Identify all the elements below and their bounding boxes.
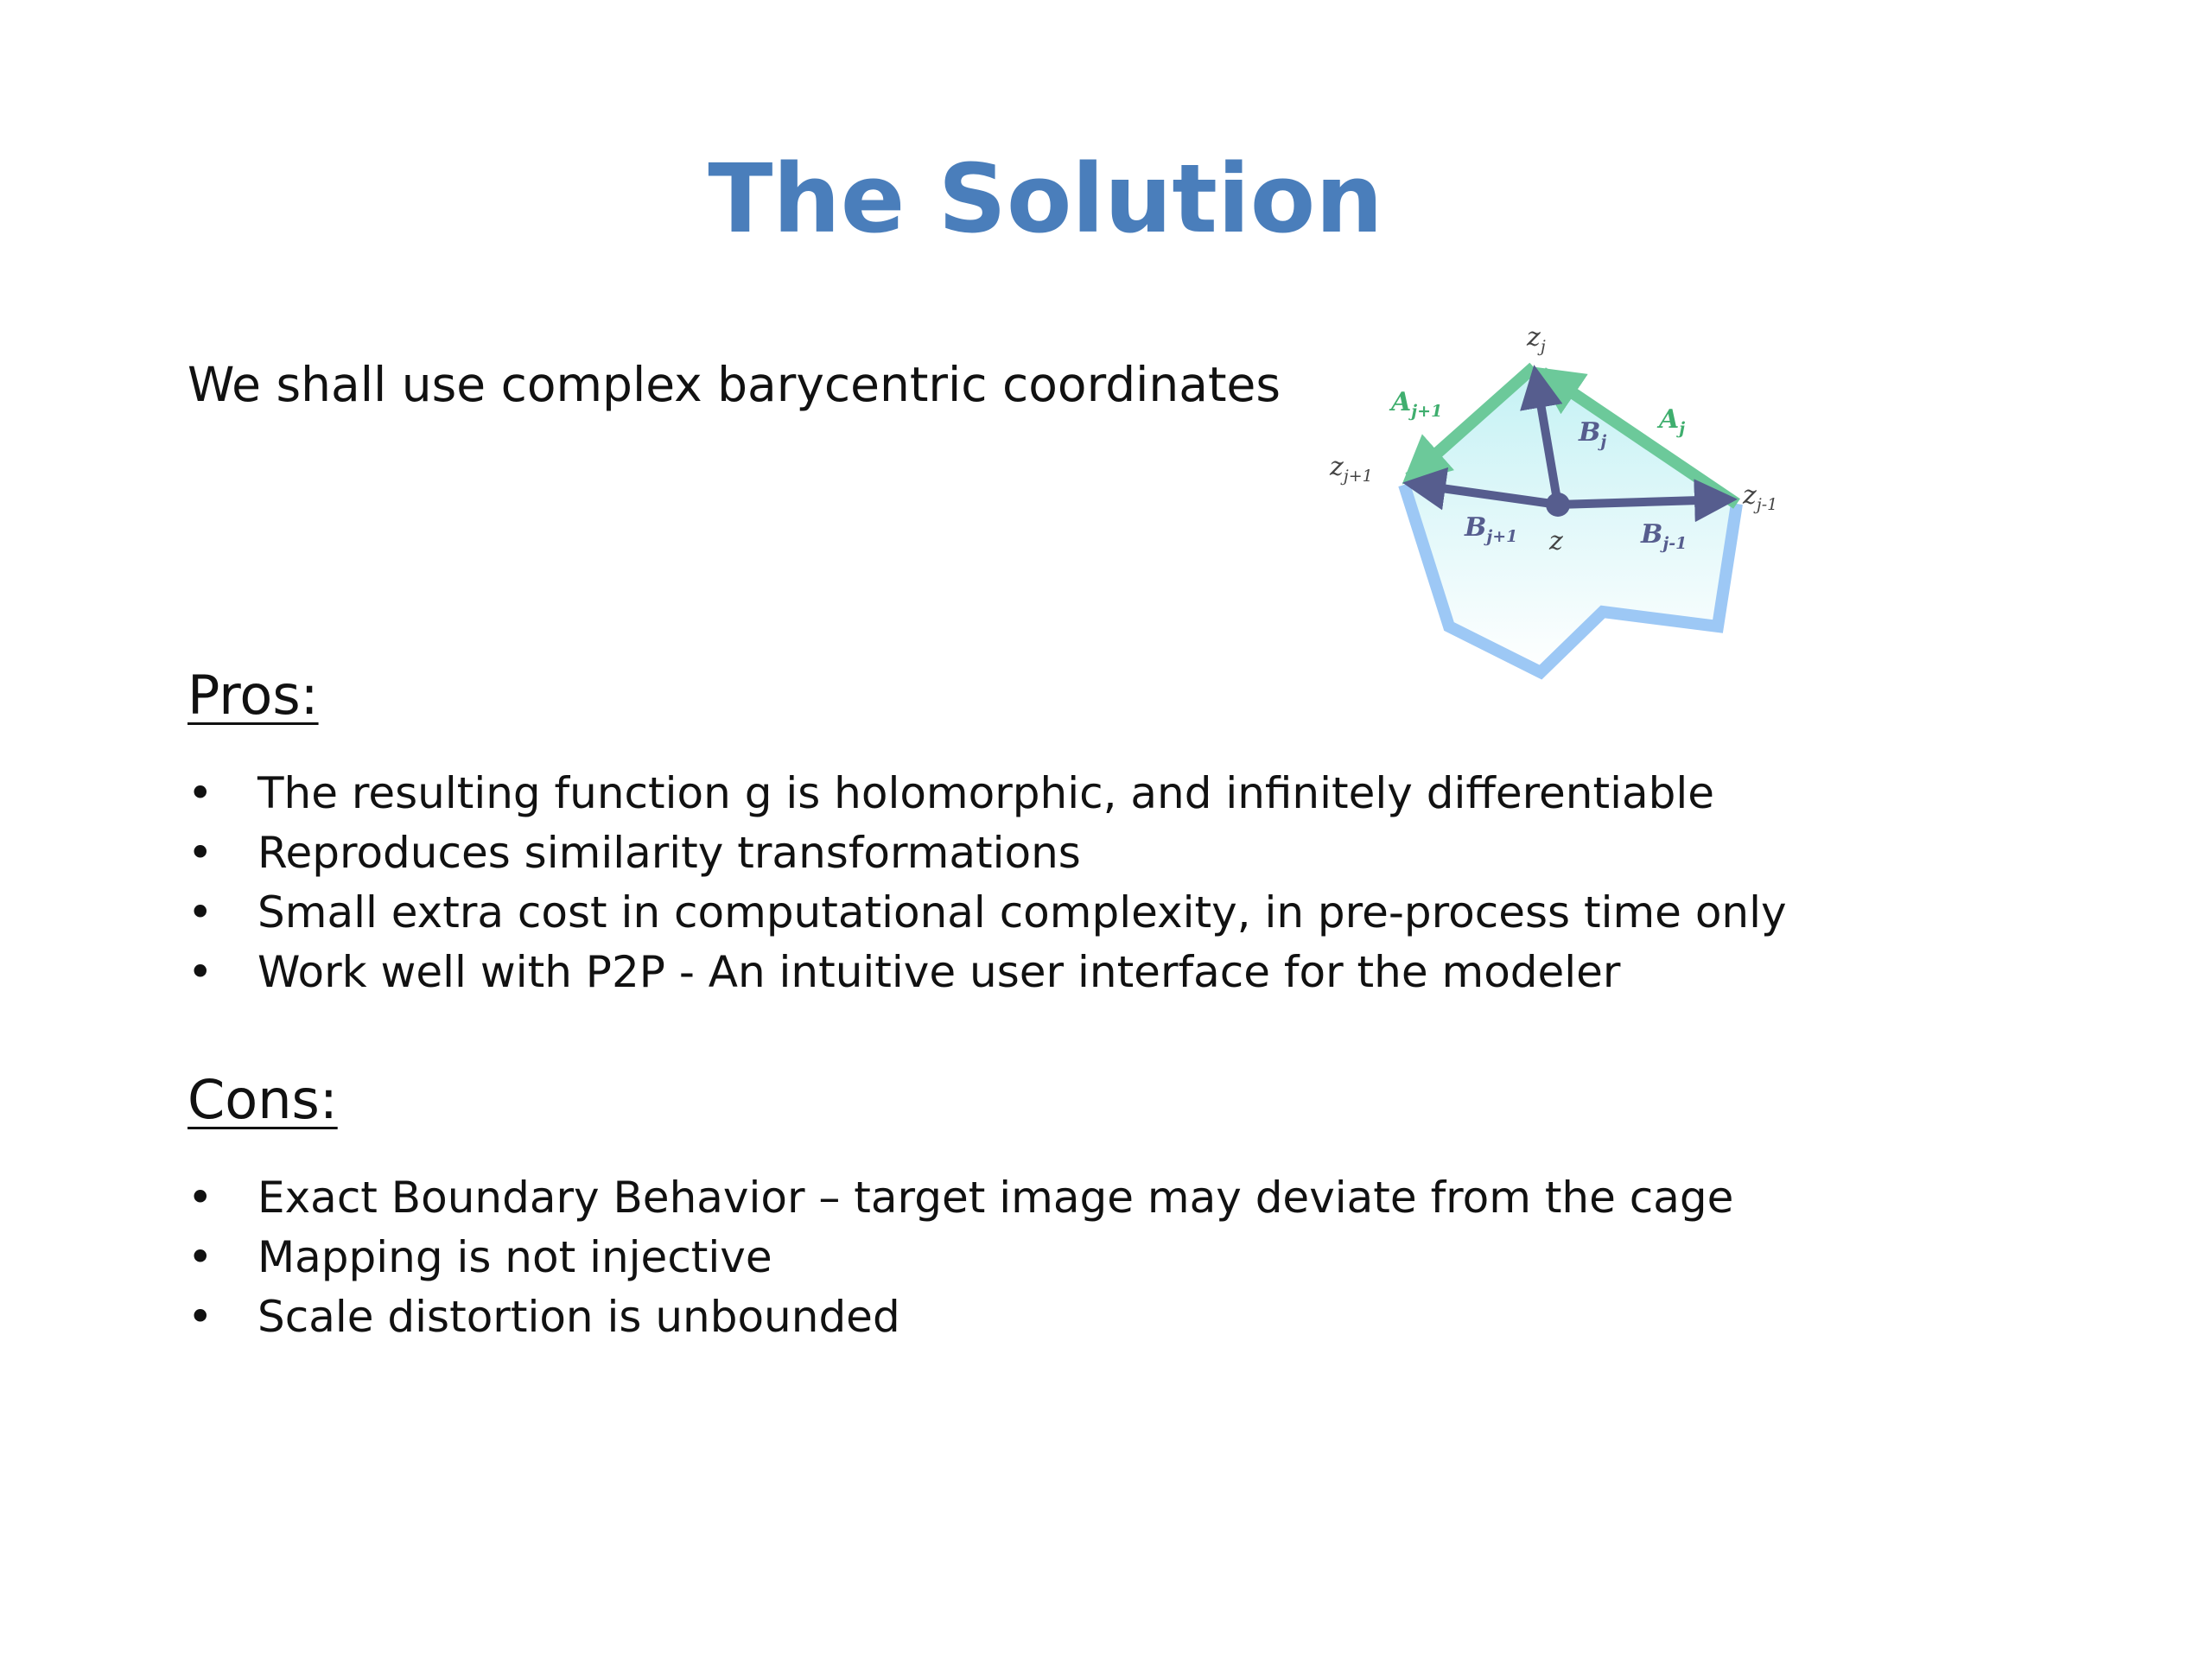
label-zj1m: $z_{j-1}$: [1743, 480, 1778, 514]
pros-heading: Pros:: [188, 664, 319, 727]
label-z: z: [1549, 526, 1563, 556]
arrow-bj1m: [1558, 499, 1729, 505]
bullet-icon: •: [188, 1173, 213, 1223]
label-aj1: $A_{j+1}$: [1391, 387, 1443, 421]
cons-heading: Cons:: [188, 1068, 338, 1131]
list-item-text: Work well with P2P - An intuitive user interface for the modeler: [257, 947, 1621, 997]
list-item-text: Exact Boundary Behavior – target image may deviate from the cage: [257, 1173, 1734, 1223]
label-zj: $z_j$: [1527, 322, 1546, 356]
point-z: [1546, 493, 1570, 517]
bullet-icon: •: [188, 947, 213, 997]
bullet-icon: •: [188, 1292, 213, 1342]
list-item-text: Scale distortion is unbounded: [257, 1292, 900, 1342]
label-bj1m: $B_{j-1}$: [1641, 519, 1688, 553]
label-bj1p: $B_{j+1}$: [1465, 512, 1518, 546]
bullet-icon: •: [188, 828, 213, 878]
label-zj1p: $z_{j+1}$: [1330, 452, 1373, 486]
bullet-icon: •: [188, 1232, 213, 1282]
intro-text: We shall use complex barycentric coordinates: [188, 357, 1281, 412]
list-item-text: Mapping is not injective: [257, 1232, 772, 1282]
list-item-text: Small extra cost in computational complexity, in pre-process time only: [257, 887, 1787, 938]
barycentric-diagram: [1326, 320, 1819, 691]
slide-title: The Solution: [708, 143, 1383, 254]
bullet-icon: •: [188, 887, 213, 938]
bullet-icon: •: [188, 768, 213, 818]
list-item-text: Reproduces similarity transformations: [257, 828, 1081, 878]
label-aj: $A_j$: [1659, 404, 1686, 438]
label-bj: $B_j$: [1579, 417, 1607, 451]
list-item-text: The resulting function g is holomorphic, and infinitely differentiable: [257, 768, 1715, 818]
